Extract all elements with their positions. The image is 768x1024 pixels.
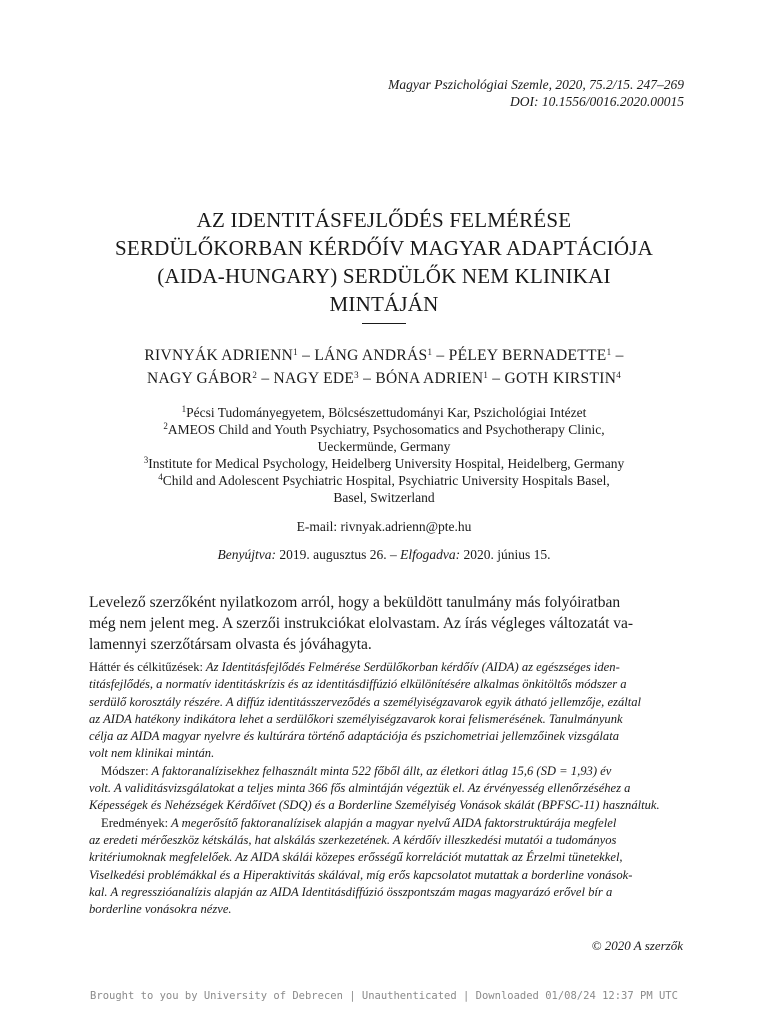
affiliation-text: AMEOS Child and Youth Psychiatry, Psychosomatics and Psychotherapy Clinic, — [167, 422, 605, 437]
affiliation-line — [84, 404, 684, 421]
author-name: LÁNG ANDRÁS — [314, 347, 428, 364]
contact-email: E-mail: rivnyak.adrienn@pte.hu — [296, 519, 472, 534]
abstract-text: A faktoranalízisekhez felhasznált minta 522 főből állt, az életkori átlag 15,6 (SD = 1,93) év — [148, 763, 612, 778]
affiliation-line — [84, 455, 684, 472]
affiliation-line — [84, 421, 684, 438]
abstract-results-label: Eredmények: — [101, 815, 169, 830]
affiliation-text: Ueckermünde, Germany — [317, 439, 451, 454]
author-separator: – — [488, 370, 505, 387]
statement-line: lamennyi szerzőtársam olvasta és jóváhagyta. — [89, 636, 372, 653]
author-name: BÓNA ADRIEN — [375, 370, 484, 387]
doi: DOI: 10.1556/0016.2020.00015 — [510, 94, 684, 109]
journal-reference — [388, 76, 684, 110]
author-separator: – — [257, 370, 274, 387]
title-line: MINTÁJÁN — [329, 292, 439, 316]
author-name: GOTH KIRSTIN — [504, 370, 617, 387]
affiliation-text: Basel, Switzerland — [333, 490, 435, 505]
affiliation-text: Pécsi Tudományegyetem, Bölcsészettudományi Kar, Pszichológiai Intézet — [186, 405, 587, 420]
affiliation-number: 2 — [163, 421, 168, 431]
article-title — [84, 206, 684, 318]
abstract-line: serdülő korosztály részére. A diffúz identitásszerveződés a személyiségzavarok egyik átható jellemzője, ezáltal — [89, 694, 642, 709]
author-list — [84, 344, 684, 390]
title-line: AZ IDENTITÁSFEJLŐDÉS FELMÉRÉSE — [196, 208, 572, 232]
download-footer: Brought to you by University of Debrecen | Unauthenticated | Downloaded 01/08/24 12:37 PM UTC — [90, 990, 678, 1002]
title-divider — [362, 323, 406, 324]
abstract-line: Viselkedési problémákkal és a Hiperaktivitás skálával, míg erős kapcsolatot mutattak a borderline vonások- — [89, 867, 633, 882]
affiliation-number: 3 — [143, 455, 149, 465]
abstract-line: célja az AIDA magyar nyelvre és kultúrára történő adaptációja és pszichometriai jellemzőinek vizsgálata — [89, 729, 620, 744]
title-line: (AIDA-HUNGARY) SERDÜLŐK NEM KLINIKAI — [157, 264, 611, 288]
journal-citation: Magyar Pszichológiai Szemle, 2020, 75.2/15. 247–269 — [388, 77, 684, 92]
author-statement — [89, 592, 683, 655]
author-separator: – — [297, 347, 315, 364]
abstract-line: borderline vonásokra nézve. — [89, 902, 232, 917]
accepted-date: 2020. június 15. — [463, 547, 551, 562]
abstract-line — [89, 659, 683, 676]
affiliation-line — [84, 472, 684, 489]
abstract-line: kal. A regresszióanalízis alapján az AIDA Identitásdiffúzió összpontszám magas magyarázó erővel bír a — [89, 884, 613, 899]
affiliation-line — [84, 489, 684, 506]
abstract-line — [89, 815, 683, 832]
abstract-line: kritériumoknak megfelelőek. Az AIDA skálái közepes erősségű korrelációt mutattak az Érzelmi tünetekkel, — [89, 850, 623, 865]
author-line — [84, 344, 684, 367]
author-affiliation-mark: 1 — [606, 347, 612, 357]
abstract-line: titásfejlődés, a normatív identitáskrízis és az identitásdiffúzió elkülönítésére alkalmas önkitöltős módszer a — [89, 677, 627, 692]
author-name: RIVNYÁK ADRIENN — [144, 347, 294, 364]
author-name: PÉLEY BERNADETTE — [448, 347, 607, 364]
author-separator: – — [611, 347, 624, 364]
author-name: NAGY EDE — [273, 370, 355, 387]
abstract-line — [89, 763, 683, 780]
affiliation-text: Institute for Medical Psychology, Heidelberg University Hospital, Heidelberg, Germany — [148, 456, 625, 471]
accepted-label: Elfogadva: — [400, 547, 461, 562]
abstract-line: Képességek és Nehézségek Kérdőívet (SDQ) és a Borderline Személyiség Vonások skálát (BPFSC-11) használtuk. — [89, 798, 660, 813]
author-name: NAGY GÁBOR — [146, 370, 253, 387]
affiliation-number: 4 — [158, 472, 163, 482]
abstract-text: Az Identitásfejlődés Felmérése Serdülőkorban kérdőív (AIDA) az egészséges iden- — [203, 660, 620, 674]
author-affiliation-mark: 1 — [293, 347, 298, 357]
abstract-background-label: Háttér és célkitűzések: — [89, 660, 203, 674]
abstract-methods-label: Módszer: — [101, 763, 149, 778]
author-affiliation-mark: 2 — [252, 370, 258, 380]
author-affiliation-mark: 1 — [427, 347, 433, 357]
abstract-line: az AIDA hatékony indikátora lehet a serdülőkori személyiségzavarok korai felismerésének. Tanulmányunk — [89, 711, 623, 726]
author-affiliation-mark: 1 — [483, 370, 489, 380]
author-affiliation-mark: 4 — [616, 370, 622, 380]
abstract-text: A megerősítő faktoranalízisek alapján a magyar nyelvű AIDA faktorstruktúrája megfelel — [168, 815, 617, 830]
title-line: SERDÜLŐKORBAN KÉRDŐÍV MAGYAR ADAPTÁCIÓJA — [115, 236, 653, 260]
abstract — [89, 659, 683, 918]
affiliation-list — [84, 404, 684, 506]
submitted-label: Benyújtva: — [217, 547, 276, 562]
abstract-line: az eredeti mérőeszköz kétskálás, hat alskálás szerkezetének. A kérdőív illeszkedési mutatói a tudományos — [89, 832, 617, 847]
affiliation-text: Child and Adolescent Psychiatric Hospital, Psychiatric University Hospitals Basel, — [162, 473, 610, 488]
author-line — [84, 367, 684, 390]
abstract-line: volt. A validitásvizsgálatokat a teljes minta 366 fős almintáján végeztük el. Az érvényesség ellenőrzéséhez a — [89, 781, 631, 796]
copyright-notice: © 2020 A szerzők — [591, 938, 683, 953]
date-separator: – — [386, 547, 401, 562]
author-separator: – — [432, 347, 449, 364]
affiliation-line — [84, 438, 684, 455]
abstract-line: volt nem klinikai mintán. — [89, 746, 215, 761]
statement-line: még nem jelent meg. A szerzői instrukciókat elolvastam. Az írás végleges változatát va- — [89, 615, 634, 632]
affiliation-number: 1 — [181, 404, 187, 414]
author-affiliation-mark: 3 — [354, 370, 359, 380]
author-separator: – — [358, 370, 376, 387]
submission-dates — [84, 546, 684, 563]
statement-line: Levelező szerzőként nyilatkozom arról, hogy a beküldött tanulmány más folyóiratban — [89, 594, 621, 611]
submitted-date: 2019. augusztus 26. — [279, 547, 387, 562]
